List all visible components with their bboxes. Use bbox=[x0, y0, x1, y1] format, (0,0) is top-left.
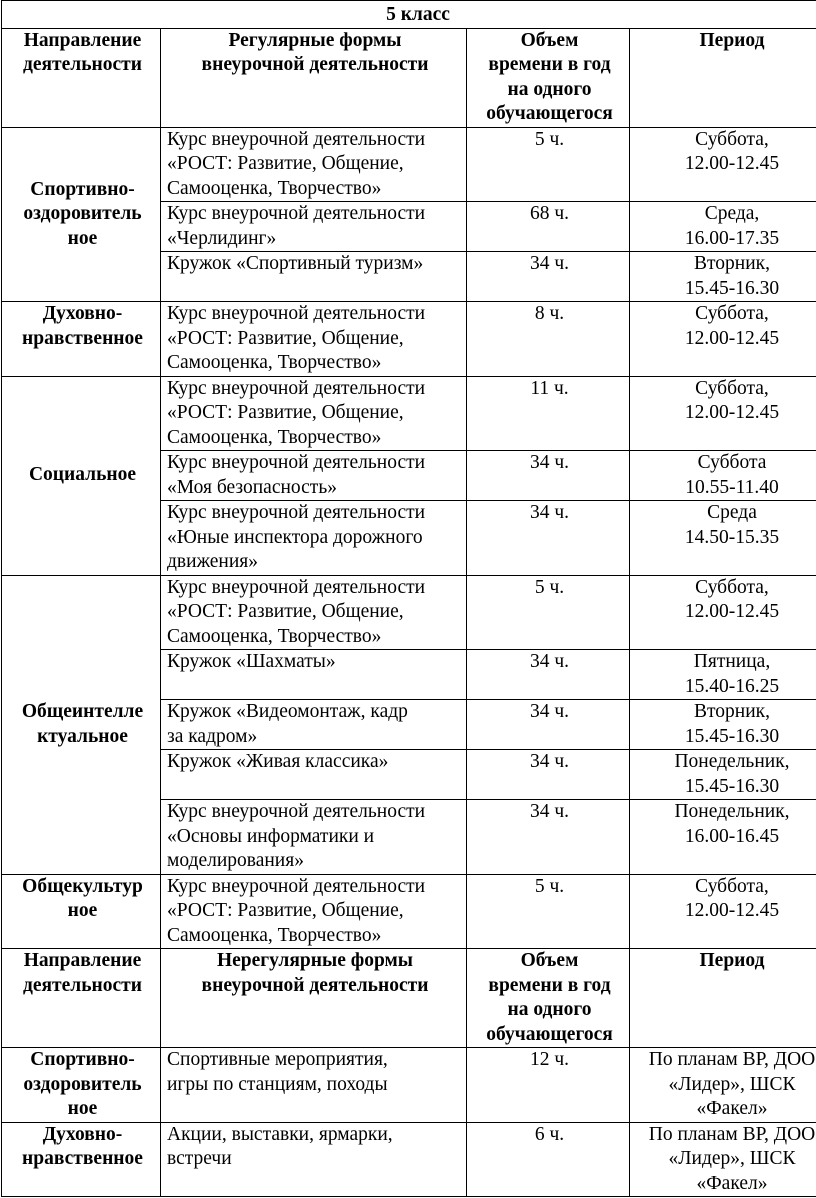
table-body bbox=[2, 1, 816, 1197]
volume-cell: 6 ч. bbox=[467, 1122, 630, 1197]
volume-cell: 68 ч. bbox=[467, 202, 630, 252]
volume-cell: 34 ч. bbox=[467, 750, 630, 800]
period-cell: Понедельник, 15.45-16.30 bbox=[630, 750, 816, 800]
period-cell: Суббота, 12.00-12.45 bbox=[630, 127, 816, 202]
period-cell: Суббота, 12.00-12.45 bbox=[630, 376, 816, 451]
table-row bbox=[2, 302, 816, 377]
volume-cell: 11 ч. bbox=[467, 376, 630, 451]
header-direction: Направление деятельности bbox=[2, 949, 161, 1048]
volume-cell: 8 ч. bbox=[467, 302, 630, 377]
period-cell: Понедельник, 16.00-16.45 bbox=[630, 800, 816, 875]
form-cell: Курс внеурочной деятельности «РОСТ: Развитие, Общение, Самооценка, Творчество» bbox=[161, 302, 467, 377]
period-cell: Вторник, 15.45-16.30 bbox=[630, 252, 816, 302]
form-cell: Кружок «Видеомонтаж, кадр за кадром» bbox=[161, 700, 467, 750]
form-cell: Курс внеурочной деятельности «РОСТ: Развитие, Общение, Самооценка, Творчество» bbox=[161, 575, 467, 650]
form-cell: Курс внеурочной деятельности «Основы информатики и моделирования» bbox=[161, 800, 467, 875]
period-cell: Суббота, 12.00-12.45 bbox=[630, 874, 816, 949]
header-period: Период bbox=[630, 949, 816, 1048]
form-cell: Курс внеурочной деятельности «Моя безопасность» bbox=[161, 451, 467, 501]
form-cell: Курс внеурочной деятельности «РОСТ: Развитие, Общение, Самооценка, Творчество» bbox=[161, 376, 467, 451]
form-cell: Спортивные мероприятия, игры по станциям, походы bbox=[161, 1048, 467, 1123]
header-volume: Объем времени в год на одного обучающегося bbox=[467, 949, 630, 1048]
header-forms: Нерегулярные формы внеурочной деятельности bbox=[161, 949, 467, 1048]
direction-cell: Общеинтелле ктуальное bbox=[2, 575, 161, 874]
period-cell: По планам ВР, ДОО «Лидер», ШСК «Факел» bbox=[630, 1122, 816, 1197]
volume-cell: 5 ч. bbox=[467, 874, 630, 949]
table-title: 5 класс bbox=[2, 1, 816, 29]
volume-cell: 34 ч. bbox=[467, 700, 630, 750]
period-cell: Среда, 16.00-17.35 bbox=[630, 202, 816, 252]
form-cell: Кружок «Спортивный туризм» bbox=[161, 252, 467, 302]
period-cell: Пятница, 15.40-16.25 bbox=[630, 650, 816, 700]
form-cell: Курс внеурочной деятельности «РОСТ: Развитие, Общение, Самооценка, Творчество» bbox=[161, 127, 467, 202]
direction-cell: Социальное bbox=[2, 376, 161, 575]
direction-cell: Духовно- нравственное bbox=[2, 302, 161, 377]
form-cell: Акции, выставки, ярмарки, встречи bbox=[161, 1122, 467, 1197]
period-cell: Суббота, 12.00-12.45 bbox=[630, 302, 816, 377]
form-cell: Курс внеурочной деятельности «РОСТ: Развитие, Общение, Самооценка, Творчество» bbox=[161, 874, 467, 949]
table-row bbox=[2, 376, 816, 451]
direction-cell: Общекультур ное bbox=[2, 874, 161, 949]
table-row bbox=[2, 1122, 816, 1197]
direction-cell: Духовно- нравственное bbox=[2, 1122, 161, 1197]
title-row bbox=[2, 1, 816, 29]
form-cell: Кружок «Шахматы» bbox=[161, 650, 467, 700]
period-cell: Среда 14.50-15.35 bbox=[630, 501, 816, 576]
header-direction: Направление деятельности bbox=[2, 28, 161, 127]
table-row bbox=[2, 575, 816, 650]
table-row bbox=[2, 1048, 816, 1123]
volume-cell: 34 ч. bbox=[467, 650, 630, 700]
direction-cell: Спортивно- оздоровитель ное bbox=[2, 1048, 161, 1123]
irregular-header-row bbox=[2, 949, 816, 1048]
period-cell: Вторник, 15.45-16.30 bbox=[630, 700, 816, 750]
header-period: Период bbox=[630, 28, 816, 127]
volume-cell: 34 ч. bbox=[467, 451, 630, 501]
header-forms: Регулярные формы внеурочной деятельности bbox=[161, 28, 467, 127]
table-row bbox=[2, 127, 816, 202]
period-cell: Суббота, 12.00-12.45 bbox=[630, 575, 816, 650]
volume-cell: 34 ч. bbox=[467, 800, 630, 875]
table-row bbox=[2, 874, 816, 949]
volume-cell: 34 ч. bbox=[467, 252, 630, 302]
period-cell: Суббота 10.55-11.40 bbox=[630, 451, 816, 501]
extracurricular-schedule-table bbox=[1, 0, 816, 1197]
volume-cell: 34 ч. bbox=[467, 501, 630, 576]
form-cell: Курс внеурочной деятельности «Юные инспектора дорожного движения» bbox=[161, 501, 467, 576]
period-cell: По планам ВР, ДОО «Лидер», ШСК «Факел» bbox=[630, 1048, 816, 1123]
header-volume: Объем времени в год на одного обучающегося bbox=[467, 28, 630, 127]
volume-cell: 5 ч. bbox=[467, 127, 630, 202]
form-cell: Курс внеурочной деятельности «Черлидинг» bbox=[161, 202, 467, 252]
regular-header-row bbox=[2, 28, 816, 127]
form-cell: Кружок «Живая классика» bbox=[161, 750, 467, 800]
volume-cell: 12 ч. bbox=[467, 1048, 630, 1123]
direction-cell: Спортивно- оздоровитель ное bbox=[2, 127, 161, 302]
volume-cell: 5 ч. bbox=[467, 575, 630, 650]
